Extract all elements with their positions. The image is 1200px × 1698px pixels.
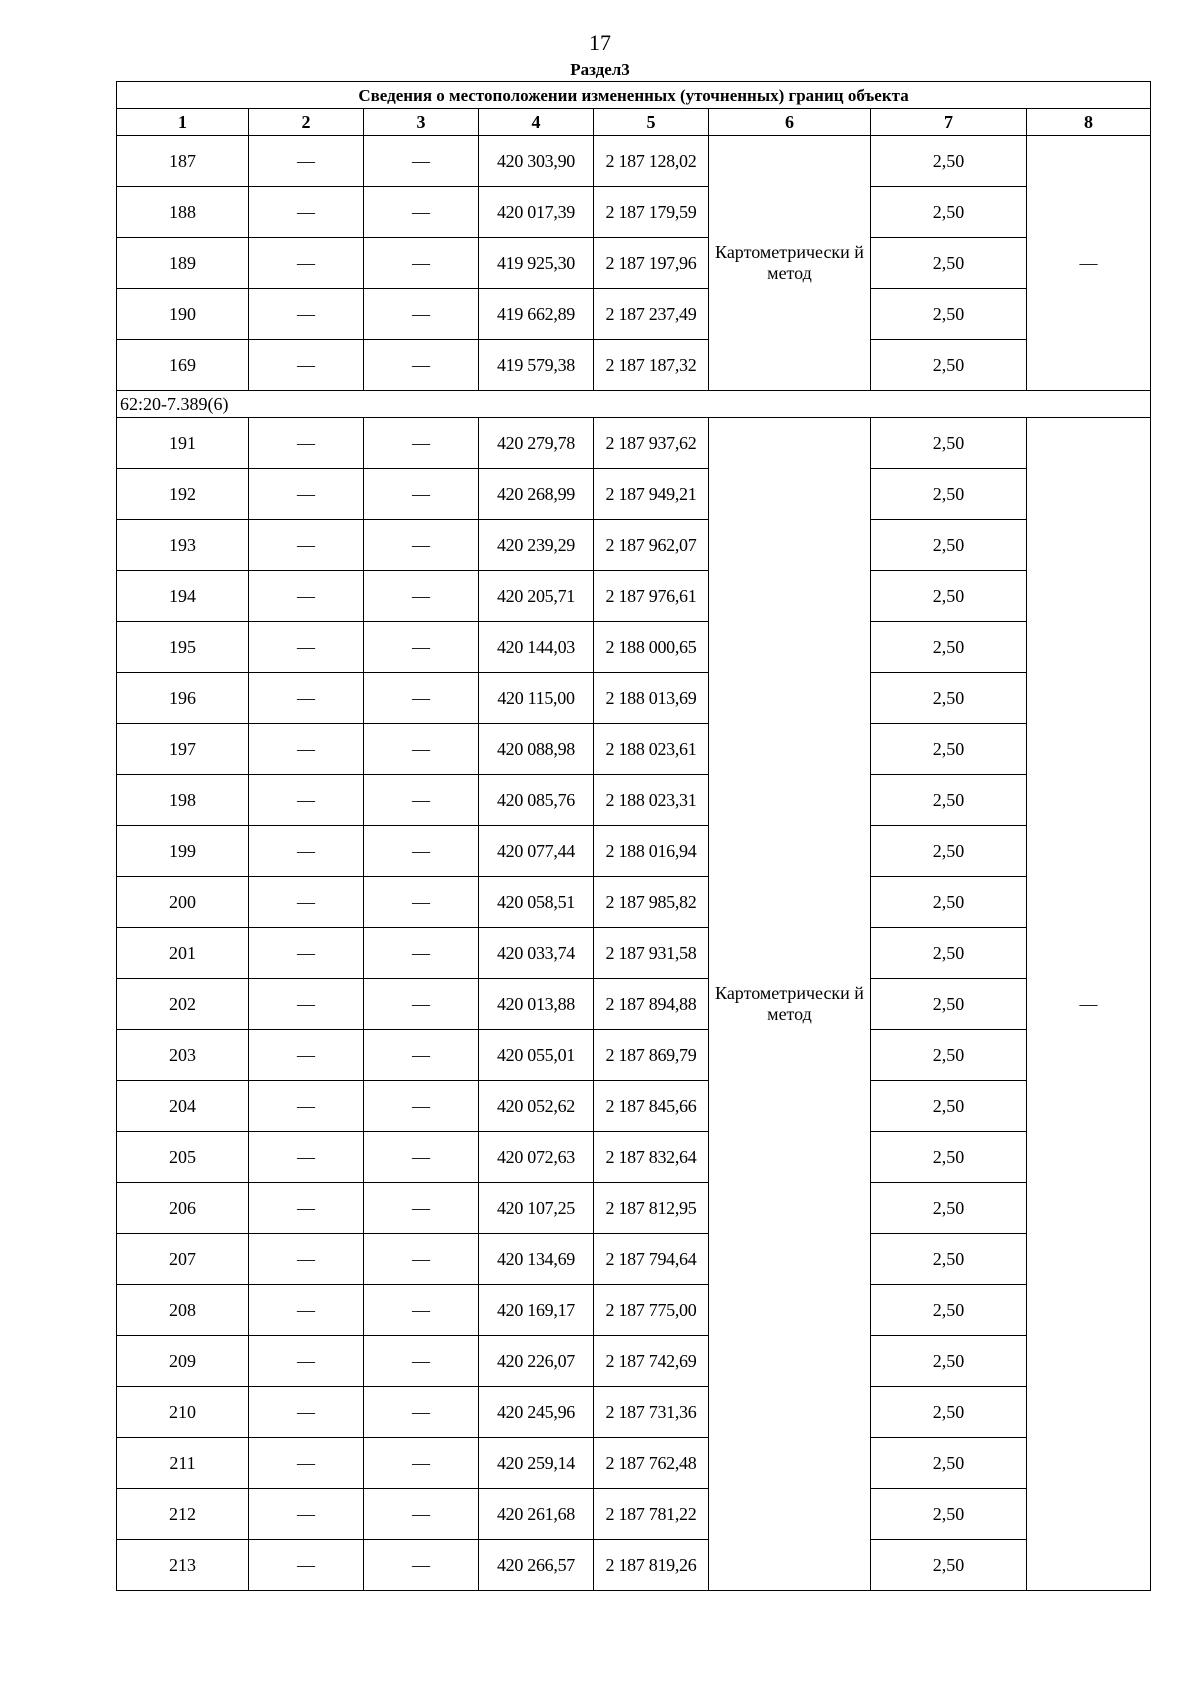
table-row [117, 1234, 1151, 1285]
boundary-coordinates-table [116, 81, 1151, 1591]
accuracy-cell: 2,50 [871, 1132, 1027, 1183]
col2-cell: — [249, 289, 364, 340]
col3-cell: — [364, 1336, 479, 1387]
accuracy-cell: 2,50 [871, 724, 1027, 775]
col2-cell: — [249, 1183, 364, 1234]
accuracy-cell: 2,50 [871, 1540, 1027, 1591]
accuracy-cell: 2,50 [871, 979, 1027, 1030]
col3-cell: — [364, 136, 479, 187]
table-row [117, 724, 1151, 775]
point-number-cell: 192 [117, 469, 249, 520]
table-row [117, 877, 1151, 928]
table-row [117, 571, 1151, 622]
col3-cell: — [364, 1285, 479, 1336]
y-coordinate-cell: 2 187 794,64 [594, 1234, 709, 1285]
col3-cell: — [364, 1081, 479, 1132]
table-row [117, 1540, 1151, 1591]
y-coordinate-cell: 2 188 000,65 [594, 622, 709, 673]
y-coordinate-cell: 2 187 962,07 [594, 520, 709, 571]
y-coordinate-cell: 2 187 949,21 [594, 469, 709, 520]
col3-cell: — [364, 571, 479, 622]
y-coordinate-cell: 2 187 985,82 [594, 877, 709, 928]
col3-cell: — [364, 1489, 479, 1540]
table-title: Сведения о местоположении измененных (уточненных) границ объекта [117, 82, 1151, 109]
point-number-cell: 199 [117, 826, 249, 877]
accuracy-cell: 2,50 [871, 469, 1027, 520]
col3-cell: — [364, 622, 479, 673]
column-number: 4 [479, 109, 594, 136]
y-coordinate-cell: 2 187 976,61 [594, 571, 709, 622]
point-number-cell: 207 [117, 1234, 249, 1285]
accuracy-cell: 2,50 [871, 826, 1027, 877]
col8-cell: — [1027, 136, 1151, 391]
accuracy-cell: 2,50 [871, 238, 1027, 289]
col2-cell: — [249, 1132, 364, 1183]
accuracy-cell: 2,50 [871, 1183, 1027, 1234]
accuracy-cell: 2,50 [871, 1081, 1027, 1132]
y-coordinate-cell: 2 187 775,00 [594, 1285, 709, 1336]
point-number-cell: 189 [117, 238, 249, 289]
col2-cell: — [249, 877, 364, 928]
column-number: 7 [871, 109, 1027, 136]
x-coordinate-cell: 420 169,17 [479, 1285, 594, 1336]
point-number-cell: 195 [117, 622, 249, 673]
col2-cell: — [249, 571, 364, 622]
accuracy-cell: 2,50 [871, 1489, 1027, 1540]
point-number-cell: 187 [117, 136, 249, 187]
accuracy-cell: 2,50 [871, 340, 1027, 391]
col2-cell: — [249, 979, 364, 1030]
accuracy-cell: 2,50 [871, 418, 1027, 469]
table-row [117, 1132, 1151, 1183]
y-coordinate-cell: 2 188 023,61 [594, 724, 709, 775]
x-coordinate-cell: 420 226,07 [479, 1336, 594, 1387]
x-coordinate-cell: 420 205,71 [479, 571, 594, 622]
col3-cell: — [364, 1540, 479, 1591]
y-coordinate-cell: 2 187 187,32 [594, 340, 709, 391]
y-coordinate-cell: 2 187 845,66 [594, 1081, 709, 1132]
col3-cell: — [364, 877, 479, 928]
accuracy-cell: 2,50 [871, 622, 1027, 673]
col2-cell: — [249, 1387, 364, 1438]
y-coordinate-cell: 2 188 013,69 [594, 673, 709, 724]
accuracy-cell: 2,50 [871, 775, 1027, 826]
x-coordinate-cell: 420 134,69 [479, 1234, 594, 1285]
x-coordinate-cell: 420 239,29 [479, 520, 594, 571]
table-row [117, 826, 1151, 877]
y-coordinate-cell: 2 187 742,69 [594, 1336, 709, 1387]
col2-cell: — [249, 418, 364, 469]
col2-cell: — [249, 1336, 364, 1387]
x-coordinate-cell: 420 055,01 [479, 1030, 594, 1081]
column-number: 3 [364, 109, 479, 136]
x-coordinate-cell: 419 925,30 [479, 238, 594, 289]
table-row [117, 340, 1151, 391]
y-coordinate-cell: 2 187 931,58 [594, 928, 709, 979]
x-coordinate-cell: 420 279,78 [479, 418, 594, 469]
point-number-cell: 169 [117, 340, 249, 391]
table-row [117, 520, 1151, 571]
col2-cell: — [249, 1234, 364, 1285]
col2-cell: — [249, 1285, 364, 1336]
table-row [117, 238, 1151, 289]
x-coordinate-cell: 420 115,00 [479, 673, 594, 724]
method-cell: Картометрически й метод [709, 418, 871, 1591]
cadastral-group-label: 62:20-7.389(6) [117, 391, 1151, 418]
y-coordinate-cell: 2 187 762,48 [594, 1438, 709, 1489]
point-number-cell: 190 [117, 289, 249, 340]
x-coordinate-cell: 420 266,57 [479, 1540, 594, 1591]
table-row [117, 622, 1151, 673]
col3-cell: — [364, 1234, 479, 1285]
point-number-cell: 202 [117, 979, 249, 1030]
point-number-cell: 197 [117, 724, 249, 775]
accuracy-cell: 2,50 [871, 187, 1027, 238]
col3-cell: — [364, 1387, 479, 1438]
col3-cell: — [364, 340, 479, 391]
col2-cell: — [249, 340, 364, 391]
table-row [117, 1081, 1151, 1132]
point-number-cell: 191 [117, 418, 249, 469]
table-row [117, 775, 1151, 826]
accuracy-cell: 2,50 [871, 1387, 1027, 1438]
col2-cell: — [249, 724, 364, 775]
point-number-cell: 208 [117, 1285, 249, 1336]
y-coordinate-cell: 2 187 937,62 [594, 418, 709, 469]
col2-cell: — [249, 775, 364, 826]
col3-cell: — [364, 1183, 479, 1234]
col3-cell: — [364, 289, 479, 340]
col3-cell: — [364, 673, 479, 724]
col2-cell: — [249, 1438, 364, 1489]
col2-cell: — [249, 520, 364, 571]
y-coordinate-cell: 2 188 023,31 [594, 775, 709, 826]
point-number-cell: 193 [117, 520, 249, 571]
x-coordinate-cell: 420 107,25 [479, 1183, 594, 1234]
x-coordinate-cell: 420 052,62 [479, 1081, 594, 1132]
col2-cell: — [249, 673, 364, 724]
col2-cell: — [249, 1030, 364, 1081]
table-row [117, 1336, 1151, 1387]
point-number-cell: 201 [117, 928, 249, 979]
method-cell: Картометрически й метод [709, 136, 871, 391]
point-number-cell: 211 [117, 1438, 249, 1489]
x-coordinate-cell: 420 144,03 [479, 622, 594, 673]
table-row [117, 1285, 1151, 1336]
y-coordinate-cell: 2 187 237,49 [594, 289, 709, 340]
x-coordinate-cell: 420 017,39 [479, 187, 594, 238]
y-coordinate-cell: 2 187 894,88 [594, 979, 709, 1030]
accuracy-cell: 2,50 [871, 1336, 1027, 1387]
y-coordinate-cell: 2 187 781,22 [594, 1489, 709, 1540]
y-coordinate-cell: 2 187 179,59 [594, 187, 709, 238]
col3-cell: — [364, 469, 479, 520]
table-row [117, 418, 1151, 469]
section-title: Раздел3 [570, 60, 630, 79]
x-coordinate-cell: 420 245,96 [479, 1387, 594, 1438]
accuracy-cell: 2,50 [871, 673, 1027, 724]
col2-cell: — [249, 826, 364, 877]
point-number-cell: 188 [117, 187, 249, 238]
x-coordinate-cell: 420 088,98 [479, 724, 594, 775]
col3-cell: — [364, 826, 479, 877]
column-number: 8 [1027, 109, 1151, 136]
x-coordinate-cell: 420 077,44 [479, 826, 594, 877]
table-row [117, 928, 1151, 979]
point-number-cell: 196 [117, 673, 249, 724]
table-row [117, 673, 1151, 724]
point-number-cell: 212 [117, 1489, 249, 1540]
page-number: 17 [589, 30, 611, 55]
y-coordinate-cell: 2 187 832,64 [594, 1132, 709, 1183]
col2-cell: — [249, 1540, 364, 1591]
accuracy-cell: 2,50 [871, 520, 1027, 571]
group-label-row [117, 391, 1151, 418]
col2-cell: — [249, 469, 364, 520]
column-number: 6 [709, 109, 871, 136]
column-number: 2 [249, 109, 364, 136]
table-row [117, 469, 1151, 520]
x-coordinate-cell: 420 072,63 [479, 1132, 594, 1183]
col8-cell: — [1027, 418, 1151, 1591]
accuracy-cell: 2,50 [871, 571, 1027, 622]
y-coordinate-cell: 2 187 197,96 [594, 238, 709, 289]
table-row [117, 187, 1151, 238]
col2-cell: — [249, 1081, 364, 1132]
x-coordinate-cell: 420 259,14 [479, 1438, 594, 1489]
x-coordinate-cell: 419 579,38 [479, 340, 594, 391]
col3-cell: — [364, 928, 479, 979]
col2-cell: — [249, 1489, 364, 1540]
point-number-cell: 203 [117, 1030, 249, 1081]
point-number-cell: 213 [117, 1540, 249, 1591]
x-coordinate-cell: 420 268,99 [479, 469, 594, 520]
point-number-cell: 209 [117, 1336, 249, 1387]
col3-cell: — [364, 418, 479, 469]
point-number-cell: 206 [117, 1183, 249, 1234]
col3-cell: — [364, 520, 479, 571]
y-coordinate-cell: 2 187 812,95 [594, 1183, 709, 1234]
col2-cell: — [249, 187, 364, 238]
table-body [117, 82, 1151, 1591]
col3-cell: — [364, 1132, 479, 1183]
x-coordinate-cell: 420 058,51 [479, 877, 594, 928]
table-row [117, 979, 1151, 1030]
accuracy-cell: 2,50 [871, 928, 1027, 979]
column-number-row [117, 109, 1151, 136]
y-coordinate-cell: 2 187 731,36 [594, 1387, 709, 1438]
col2-cell: — [249, 622, 364, 673]
table-row [117, 1387, 1151, 1438]
table-row [117, 1030, 1151, 1081]
x-coordinate-cell: 420 261,68 [479, 1489, 594, 1540]
col3-cell: — [364, 238, 479, 289]
col3-cell: — [364, 1438, 479, 1489]
col2-cell: — [249, 238, 364, 289]
col3-cell: — [364, 775, 479, 826]
x-coordinate-cell: 420 033,74 [479, 928, 594, 979]
table-row [117, 1489, 1151, 1540]
x-coordinate-cell: 419 662,89 [479, 289, 594, 340]
accuracy-cell: 2,50 [871, 289, 1027, 340]
y-coordinate-cell: 2 187 128,02 [594, 136, 709, 187]
point-number-cell: 205 [117, 1132, 249, 1183]
y-coordinate-cell: 2 187 819,26 [594, 1540, 709, 1591]
point-number-cell: 210 [117, 1387, 249, 1438]
accuracy-cell: 2,50 [871, 877, 1027, 928]
column-number: 5 [594, 109, 709, 136]
col3-cell: — [364, 724, 479, 775]
table-row [117, 289, 1151, 340]
x-coordinate-cell: 420 013,88 [479, 979, 594, 1030]
accuracy-cell: 2,50 [871, 1438, 1027, 1489]
col3-cell: — [364, 979, 479, 1030]
table-row [117, 1438, 1151, 1489]
y-coordinate-cell: 2 187 869,79 [594, 1030, 709, 1081]
table-row [117, 1183, 1151, 1234]
point-number-cell: 194 [117, 571, 249, 622]
accuracy-cell: 2,50 [871, 136, 1027, 187]
col3-cell: — [364, 187, 479, 238]
col2-cell: — [249, 136, 364, 187]
accuracy-cell: 2,50 [871, 1285, 1027, 1336]
point-number-cell: 198 [117, 775, 249, 826]
table-title-row [117, 82, 1151, 109]
y-coordinate-cell: 2 188 016,94 [594, 826, 709, 877]
point-number-cell: 204 [117, 1081, 249, 1132]
column-number: 1 [117, 109, 249, 136]
point-number-cell: 200 [117, 877, 249, 928]
col2-cell: — [249, 928, 364, 979]
x-coordinate-cell: 420 085,76 [479, 775, 594, 826]
x-coordinate-cell: 420 303,90 [479, 136, 594, 187]
accuracy-cell: 2,50 [871, 1234, 1027, 1285]
table-row [117, 136, 1151, 187]
col3-cell: — [364, 1030, 479, 1081]
accuracy-cell: 2,50 [871, 1030, 1027, 1081]
